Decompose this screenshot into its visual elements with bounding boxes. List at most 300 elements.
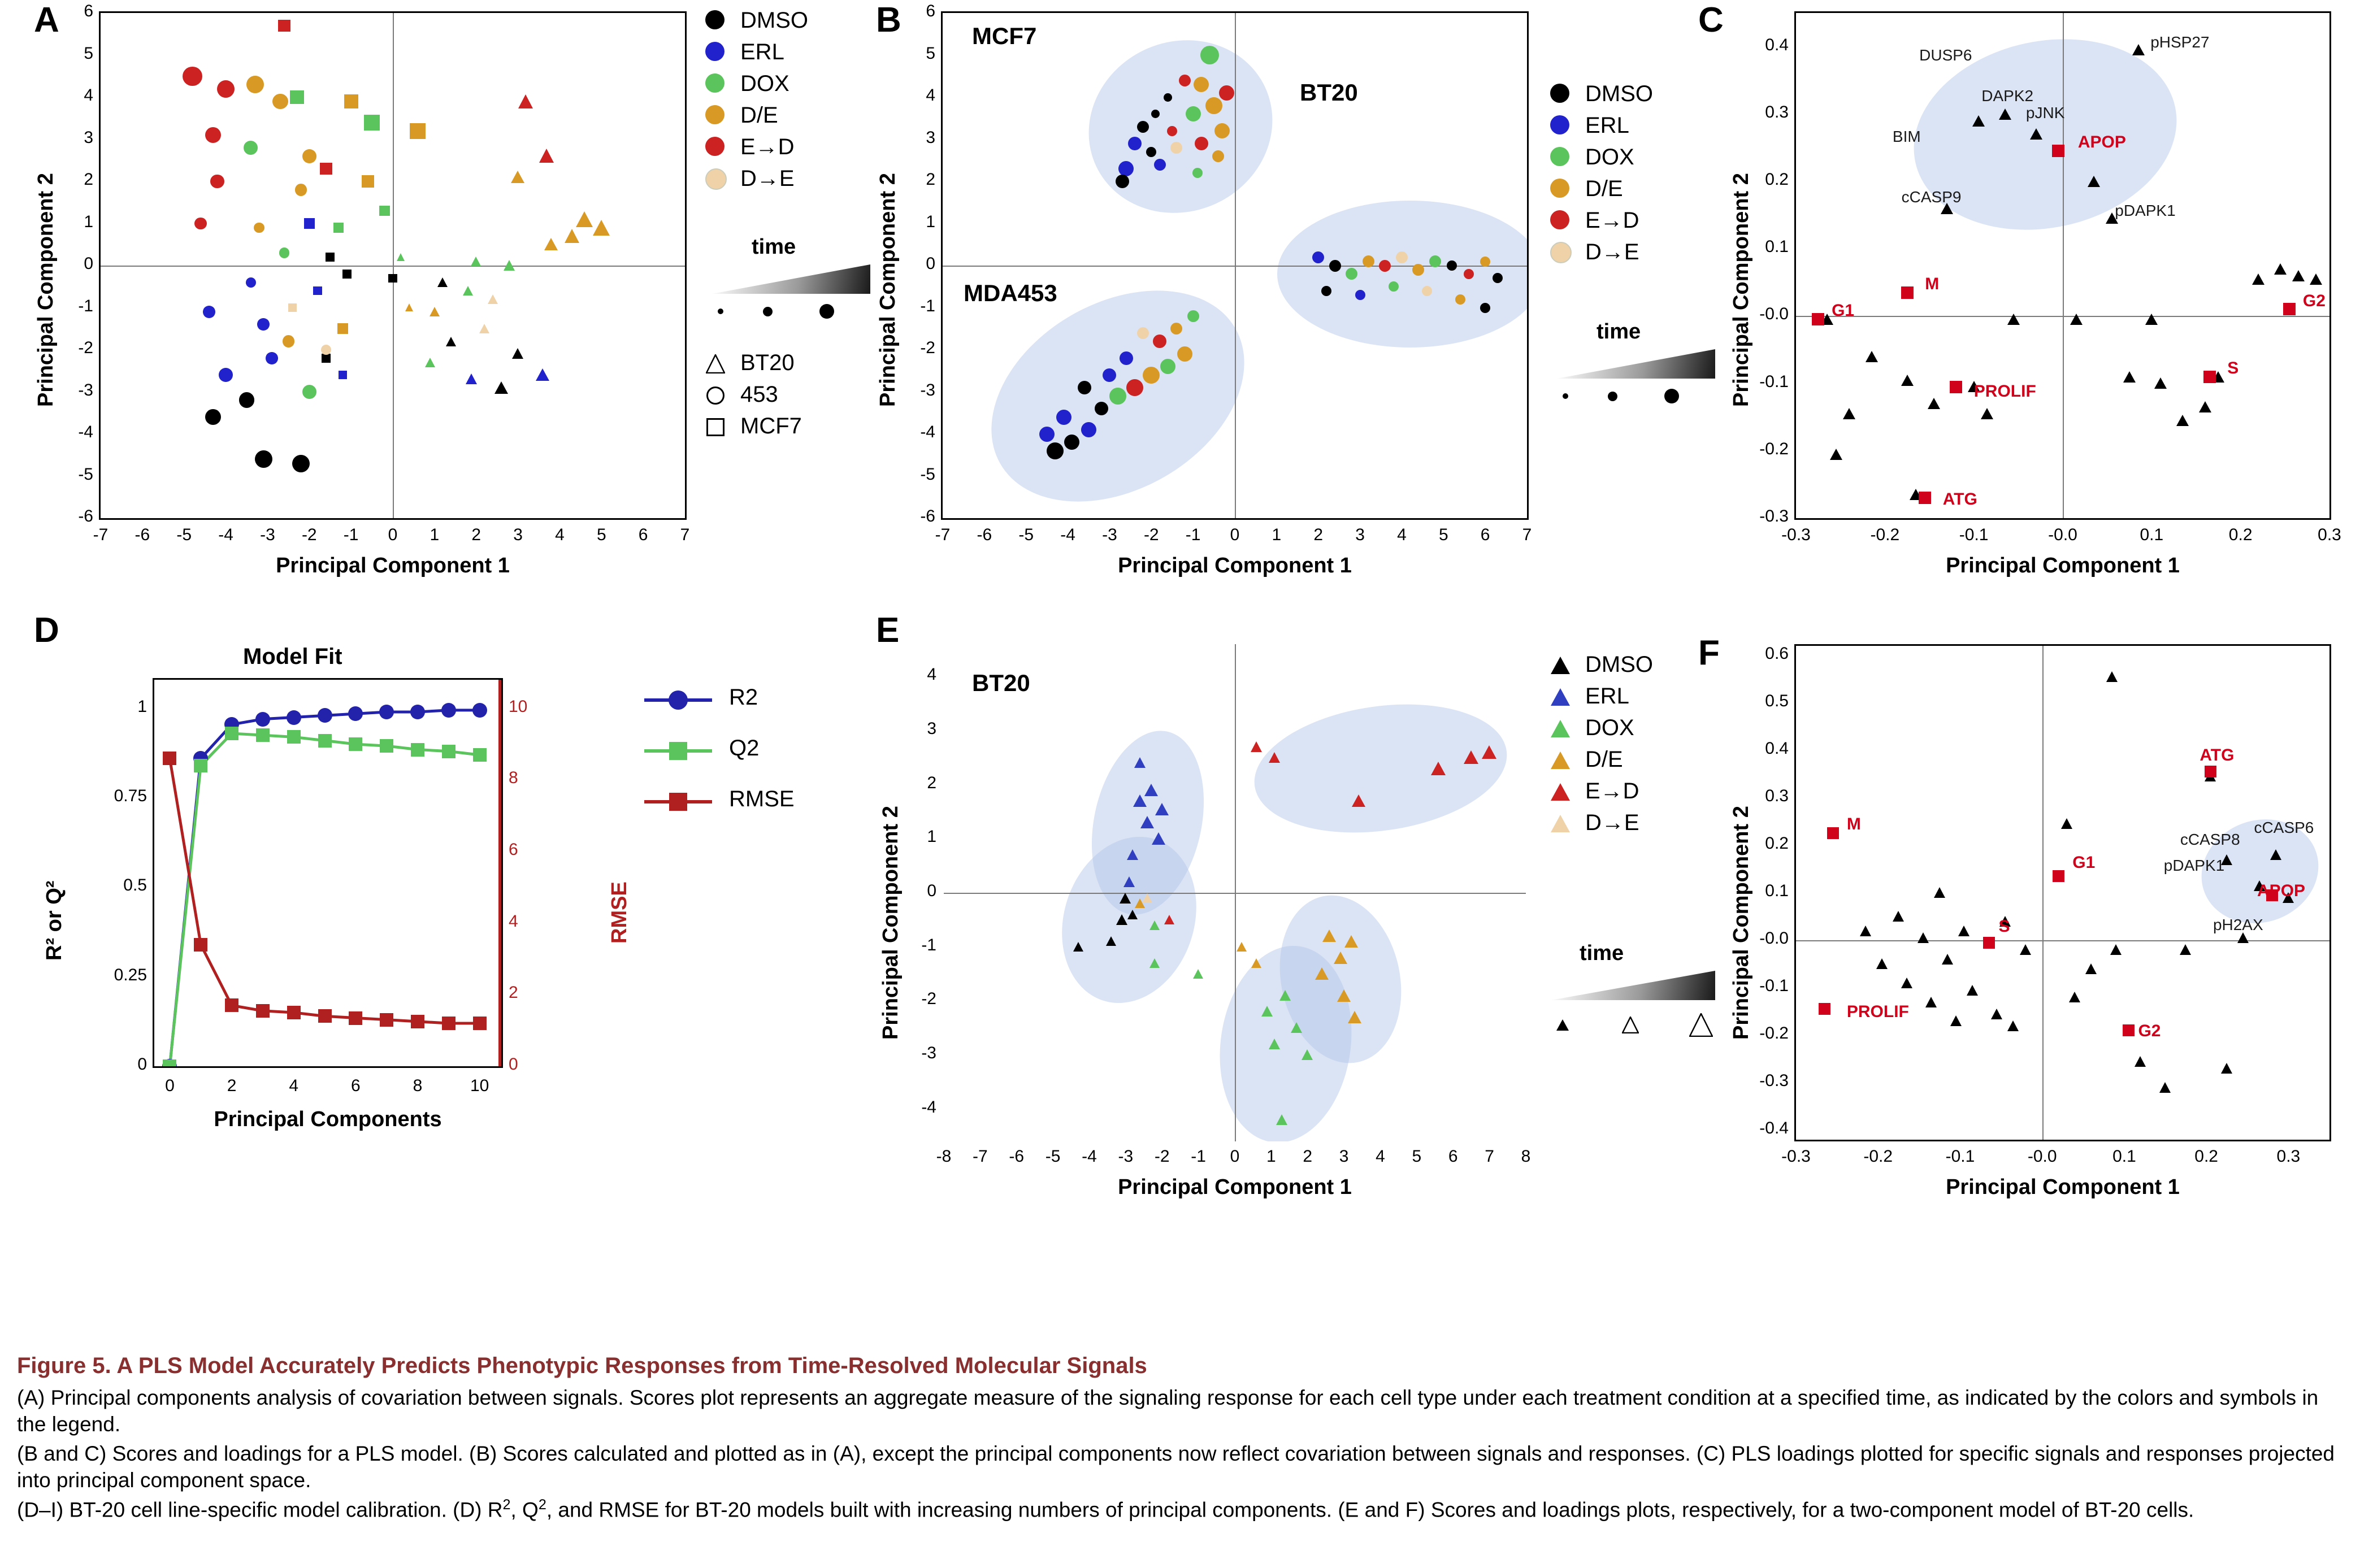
y-tick-label: 1 — [927, 827, 936, 846]
cluster-ellipse — [1277, 201, 1527, 348]
data-point — [2123, 1024, 2135, 1036]
data-point — [430, 307, 440, 316]
x-tick-label: 0 — [1230, 525, 1240, 544]
x-tick-label: 2 — [1313, 525, 1324, 544]
data-point — [1251, 958, 1261, 968]
legend-label: D/E — [1585, 176, 1623, 201]
signal-label: pH2AX — [2212, 915, 2263, 933]
x-tick-label: -2 — [1143, 525, 1159, 544]
y-tick-label: -4 — [921, 1097, 936, 1117]
data-point — [1551, 783, 1570, 801]
data-point — [1302, 1049, 1313, 1060]
data-point — [472, 703, 487, 718]
data-point — [1152, 832, 1165, 845]
response-label: G1 — [2072, 853, 2096, 872]
legend-shape-marker — [704, 351, 727, 374]
data-point — [1352, 794, 1365, 807]
data-point — [302, 385, 316, 399]
legend-label: D→E — [1585, 240, 1639, 264]
data-point — [183, 67, 202, 86]
y-tick-label: 0.25 — [114, 965, 147, 984]
y-tick-label: -1 — [920, 296, 935, 315]
cluster-label: BT20 — [1300, 79, 1358, 106]
y-tick-label: -0.0 — [1759, 305, 1789, 324]
y-tick-label: -6 — [920, 507, 935, 525]
y-tick-label: 2 — [84, 170, 93, 189]
x-tick-label: 0.1 — [2112, 1147, 2136, 1166]
data-point — [1893, 911, 1904, 922]
data-point — [219, 368, 233, 382]
panel-f-ylabel: Principal Component 2 — [1729, 806, 1753, 1040]
time-size-marker — [1664, 389, 1679, 403]
data-point — [194, 759, 207, 772]
x-tick-label: -6 — [135, 525, 150, 544]
data-point — [1106, 936, 1116, 946]
data-point — [1127, 849, 1138, 860]
data-point — [1830, 449, 1842, 460]
x-tick-label: 2 — [471, 525, 481, 544]
data-point — [1123, 876, 1135, 887]
signal-label: pDAPK1 — [2163, 856, 2225, 874]
y-tick-label: 2 — [927, 773, 936, 792]
time-size-marker — [718, 309, 723, 314]
y-tick-label: 1 — [84, 212, 93, 231]
panel-e — [842, 610, 1678, 1220]
time-legend-label: time — [1597, 320, 1641, 344]
caption-paragraph-bc: (B and C) Scores and loadings for a PLS model. (B) Scores calculated and plotted as in (A), except the principal components now reflect covariation between signals and responses. (C) PLS loadings plotted for specific signals and responses projected into principal component space. — [17, 1441, 2335, 1492]
data-point — [2110, 944, 2122, 955]
data-point — [1429, 255, 1441, 267]
data-point — [1164, 915, 1174, 924]
data-point — [283, 335, 295, 348]
y-tick-label: -6 — [78, 507, 93, 525]
y-tick-label: 0.5 — [123, 876, 147, 895]
data-point — [410, 705, 425, 719]
data-point — [2270, 849, 2281, 860]
data-point — [1120, 893, 1131, 904]
data-point — [1983, 937, 1995, 949]
x-tick-label: -0.3 — [1781, 525, 1811, 544]
panel-f-letter: F — [1698, 633, 1720, 672]
data-point — [2061, 818, 2072, 829]
x-tick-label: 0.2 — [2228, 525, 2253, 544]
signal-label: pDAPK1 — [2115, 201, 2176, 219]
panel-f-xlabel: Principal Component 1 — [1946, 1175, 2180, 1199]
x-tick-label: -8 — [936, 1147, 952, 1166]
data-point — [163, 752, 176, 765]
data-point — [1999, 108, 2011, 120]
data-point — [1149, 920, 1160, 930]
y-tick-label: -0.2 — [1759, 439, 1789, 458]
data-point — [1192, 168, 1203, 178]
legend-shape-marker — [704, 415, 727, 437]
y-tick-label: -3 — [78, 380, 93, 399]
data-point — [2310, 273, 2322, 285]
data-point — [511, 171, 524, 183]
legend-label: E→D — [1585, 779, 1639, 803]
x-tick-label: 7 — [1485, 1147, 1494, 1166]
y-tick-label: 5 — [926, 44, 935, 63]
data-point — [1329, 260, 1341, 272]
data-point — [2205, 766, 2216, 778]
time-size-marker — [819, 304, 834, 319]
y-tick-label: -2 — [78, 338, 93, 357]
y-tick-label: -1 — [921, 935, 936, 954]
x-tick-label: 1 — [1272, 525, 1282, 544]
legend-color-swatch — [705, 73, 725, 93]
y-tick-label: -3 — [921, 1043, 936, 1062]
legend-shape-marker — [1548, 747, 1573, 772]
data-point — [1103, 368, 1116, 382]
x-tick-label: -0.3 — [1781, 1147, 1811, 1166]
data-point — [1551, 688, 1570, 706]
response-label: ATG — [2200, 746, 2235, 765]
x-tick-label: 0.2 — [2194, 1147, 2218, 1166]
legend-shape-marker — [1548, 684, 1573, 709]
data-point — [2007, 1020, 2019, 1031]
data-point — [255, 712, 270, 727]
y-tick-label: -0.1 — [1759, 372, 1789, 391]
panel-b — [842, 0, 1678, 582]
data-point — [1205, 97, 1222, 114]
data-point — [473, 1017, 487, 1030]
data-point — [1219, 85, 1234, 101]
data-point — [318, 734, 332, 748]
cluster-ellipse — [1060, 13, 1301, 243]
x-tick-label: 6 — [350, 1076, 361, 1095]
caption-paragraph-di: (D–I) BT-20 cell line-specific model calibration. (D) $R^2$, $Q^2$, and RMSE for BT-20 models built with increasing numbers of principal components. (E and F) Scores and loadings plots, respectively, for a two-component model of BT-20 cells. — [17, 1497, 2194, 1522]
y-tick-label: -2 — [921, 989, 936, 1009]
x-tick-label: 8 — [413, 1076, 423, 1095]
data-point — [411, 1015, 424, 1028]
y-tick-label: 4 — [927, 665, 936, 684]
legend-label: D→E — [1585, 810, 1639, 835]
response-label: ATG — [1942, 490, 1977, 509]
cluster-label: MDA453 — [964, 280, 1057, 306]
y-tick-label: -0.3 — [1759, 1071, 1789, 1091]
data-point — [1556, 1019, 1569, 1031]
legend-color-swatch — [1550, 84, 1569, 103]
data-point — [255, 450, 272, 468]
y-tick-label-right: 8 — [509, 768, 518, 788]
panel-b-xlabel: Principal Component 1 — [1118, 554, 1352, 577]
y-tick-label-right: 4 — [509, 911, 518, 931]
cluster-label: MCF7 — [972, 23, 1037, 49]
data-point — [473, 748, 487, 762]
legend-marker — [644, 735, 712, 768]
data-point — [2123, 371, 2136, 383]
legend-shape-marker — [1548, 715, 1573, 740]
y-tick-label: -0.4 — [1759, 1119, 1789, 1138]
y-tick-label: -3 — [920, 380, 935, 399]
data-point — [1186, 106, 1201, 121]
data-point — [1212, 150, 1224, 162]
data-point — [203, 306, 215, 318]
legend-color-swatch — [705, 42, 725, 61]
y-tick-label: 0.1 — [1765, 881, 1789, 900]
x-tick-label: 4 — [289, 1076, 299, 1095]
data-point — [1251, 741, 1262, 752]
data-point — [1047, 442, 1064, 459]
x-tick-label: -3 — [260, 525, 275, 544]
caption-paragraph-a: (A) Principal components analysis of covariation between signals. Scores plot represents an aggregate measure of the signaling response for each cell type under each treatment condition at a specified time, as indicated by the colors and symbols in the legend. — [17, 1386, 2319, 1436]
legend-label: D/E — [740, 103, 778, 128]
x-tick-label: 0 — [1230, 1147, 1240, 1166]
data-point — [194, 218, 207, 230]
cluster-label: BT20 — [972, 670, 1030, 696]
data-point — [706, 386, 725, 405]
signal-label: cCASP9 — [1901, 188, 1962, 206]
data-point — [344, 94, 358, 108]
legend-label: D→E — [740, 166, 795, 191]
data-point — [1348, 1011, 1361, 1023]
legend-label: DMSO — [1585, 652, 1653, 677]
data-point — [322, 354, 331, 363]
data-point — [163, 1059, 176, 1066]
data-point — [1925, 997, 1937, 1007]
cluster-ellipse — [1246, 689, 1515, 848]
data-point — [1363, 255, 1374, 267]
data-point — [1480, 303, 1490, 313]
data-point — [1551, 657, 1570, 674]
y-tick-label-right: 6 — [509, 840, 518, 859]
y-tick-label: -0.3 — [1759, 507, 1789, 525]
legend-shape-marker — [1548, 810, 1573, 835]
data-point — [536, 368, 549, 381]
data-point — [256, 1004, 270, 1018]
data-point — [349, 737, 362, 751]
data-point — [1120, 351, 1133, 365]
x-tick-label: 0.1 — [2140, 525, 2164, 544]
data-point — [1928, 398, 1940, 409]
y-tick-label: 0.1 — [1765, 237, 1789, 257]
data-point — [1133, 794, 1147, 807]
x-tick-label: -1 — [1185, 525, 1201, 544]
data-point — [593, 220, 610, 236]
data-point — [1950, 381, 1962, 393]
response-label: M — [1846, 815, 1861, 834]
y-tick-label: 4 — [926, 86, 935, 105]
x-tick-label: 7 — [1522, 525, 1532, 544]
data-point — [1901, 375, 1914, 386]
data-point — [565, 229, 579, 243]
x-tick-label: 0.3 — [2318, 525, 2341, 544]
data-point — [2283, 303, 2296, 315]
panel-d-ylabel-left: R² or Q² — [42, 880, 66, 961]
data-point — [257, 318, 270, 331]
data-point — [2176, 415, 2189, 426]
data-point — [1095, 402, 1108, 415]
data-point — [379, 705, 394, 719]
panel-f — [1687, 610, 2359, 1220]
x-tick-label: -0.2 — [1870, 525, 1900, 544]
data-point — [320, 163, 332, 175]
data-point — [1187, 310, 1199, 322]
data-point — [1819, 1003, 1830, 1015]
data-point — [410, 123, 426, 139]
legend-label: D/E — [1585, 747, 1623, 772]
axis-vertical — [2063, 13, 2064, 518]
x-tick-label: 2 — [1303, 1147, 1313, 1166]
panel-b-ylabel: Principal Component 2 — [876, 173, 900, 407]
legend-label: DMSO — [1585, 81, 1653, 106]
response-label: G2 — [2302, 291, 2326, 310]
x-tick-label: -6 — [977, 525, 992, 544]
data-point — [287, 1006, 301, 1019]
data-point — [2252, 273, 2264, 285]
data-point — [1137, 327, 1149, 339]
data-point — [1291, 1022, 1302, 1033]
data-point — [349, 1011, 362, 1025]
data-point — [1396, 251, 1408, 263]
x-tick-label: -4 — [1060, 525, 1075, 544]
y-tick-label: 0 — [137, 1055, 147, 1074]
panel-a-letter: A — [34, 1, 59, 40]
data-point — [1355, 290, 1365, 300]
x-tick-label: -6 — [1009, 1147, 1025, 1166]
data-point — [2180, 944, 2191, 955]
data-point — [1972, 115, 1985, 127]
data-point — [2069, 992, 2080, 1002]
panel-d-xlabel: Principal Components — [214, 1107, 442, 1131]
y-tick-label-right: 2 — [509, 983, 518, 1002]
data-point — [2106, 671, 2118, 682]
panel-a-xlabel: Principal Component 1 — [276, 554, 510, 577]
y-tick-label-right: 10 — [509, 697, 528, 716]
data-point — [1142, 893, 1152, 903]
axis-horizontal — [101, 266, 685, 267]
y-tick-label: 0.4 — [1765, 35, 1789, 54]
response-label: APOP — [2077, 133, 2126, 152]
data-point — [1334, 952, 1347, 964]
panel-c-letter: C — [1698, 1, 1724, 40]
data-point — [2237, 932, 2249, 943]
data-point — [1081, 422, 1096, 437]
axis-horizontal — [943, 266, 1527, 267]
data-point — [1269, 1039, 1280, 1049]
response-label: S — [1998, 917, 2010, 936]
data-point — [437, 277, 448, 287]
x-tick-label: 5 — [1438, 525, 1448, 544]
time-legend-label: time — [752, 235, 796, 259]
y-tick-label: -2 — [920, 338, 935, 357]
legend-color-swatch — [705, 137, 725, 156]
data-point — [1918, 932, 1929, 943]
time-legend-label: time — [1580, 941, 1624, 965]
data-point — [1149, 958, 1160, 968]
data-point — [379, 206, 390, 216]
data-point — [205, 409, 221, 425]
data-point — [397, 253, 405, 261]
data-point — [1431, 762, 1446, 775]
data-point — [2199, 401, 2211, 412]
data-point — [313, 286, 322, 296]
data-point — [290, 90, 304, 105]
x-tick-label: 3 — [513, 525, 523, 544]
response-label: PROLIF — [1973, 382, 2036, 401]
axis-horizontal — [944, 893, 1526, 894]
x-tick-label: 4 — [1397, 525, 1407, 544]
x-tick-label: 10 — [470, 1076, 489, 1095]
data-point — [2007, 314, 2020, 325]
data-point — [333, 223, 344, 233]
data-point — [494, 381, 508, 394]
data-point — [425, 358, 435, 367]
data-point — [1464, 269, 1474, 279]
data-point — [1389, 281, 1399, 292]
y-tick-label: 0.4 — [1765, 739, 1789, 758]
x-tick-label: 6 — [1448, 1147, 1458, 1166]
data-point — [1827, 827, 1839, 839]
y-tick-label: 0.75 — [114, 787, 147, 805]
data-point — [1128, 137, 1142, 150]
data-point — [1200, 46, 1219, 64]
data-point — [1167, 126, 1177, 136]
y-tick-label: -0.0 — [1759, 929, 1789, 948]
response-label: G2 — [2138, 1021, 2161, 1040]
data-point — [337, 323, 348, 334]
x-tick-label: -7 — [935, 525, 951, 544]
x-tick-label: -4 — [1082, 1147, 1097, 1166]
response-label: G1 — [1832, 301, 1855, 320]
legend-label: ERL — [1585, 113, 1629, 138]
data-point — [2030, 128, 2042, 140]
legend-label: E→D — [740, 134, 795, 159]
data-point — [210, 175, 224, 189]
data-point — [504, 260, 515, 271]
x-tick-label: 7 — [680, 525, 690, 544]
axis-vertical — [2042, 646, 2044, 1140]
data-point — [1109, 388, 1126, 405]
data-point — [1179, 75, 1191, 86]
data-point — [1344, 935, 1358, 948]
data-point — [446, 337, 456, 346]
legend-label: DMSO — [740, 8, 808, 33]
panel-c — [1687, 0, 2359, 582]
legend-color-swatch — [1550, 210, 1569, 229]
data-point — [1455, 294, 1465, 305]
x-tick-label: 0.3 — [2276, 1147, 2301, 1166]
data-point — [706, 418, 725, 436]
data-point — [488, 294, 498, 304]
legend-color-swatch — [1550, 242, 1572, 263]
data-point — [518, 94, 533, 108]
data-point — [2132, 44, 2145, 55]
data-point — [1134, 757, 1146, 768]
data-point — [463, 286, 473, 296]
data-point — [194, 938, 207, 952]
y-tick-label: 4 — [84, 86, 93, 105]
y-tick-label: 0.3 — [1765, 102, 1789, 121]
legend-marker — [644, 684, 712, 718]
data-point — [1269, 752, 1280, 763]
data-point — [1312, 251, 1324, 263]
time-size-marker — [1563, 393, 1568, 399]
y-tick-label: 3 — [84, 128, 93, 147]
data-point — [388, 274, 397, 283]
signal-label: cCASP8 — [2180, 830, 2240, 848]
legend-label: Q2 — [729, 736, 760, 761]
data-point — [442, 745, 455, 758]
y-tick-label: 2 — [926, 170, 935, 189]
data-point — [1551, 720, 1570, 737]
data-point — [302, 149, 316, 163]
data-point — [1942, 954, 1953, 965]
data-point — [295, 184, 307, 196]
legend-label: E→D — [1585, 208, 1639, 233]
time-size-marker — [1608, 392, 1617, 401]
legend-label: 453 — [740, 382, 778, 407]
